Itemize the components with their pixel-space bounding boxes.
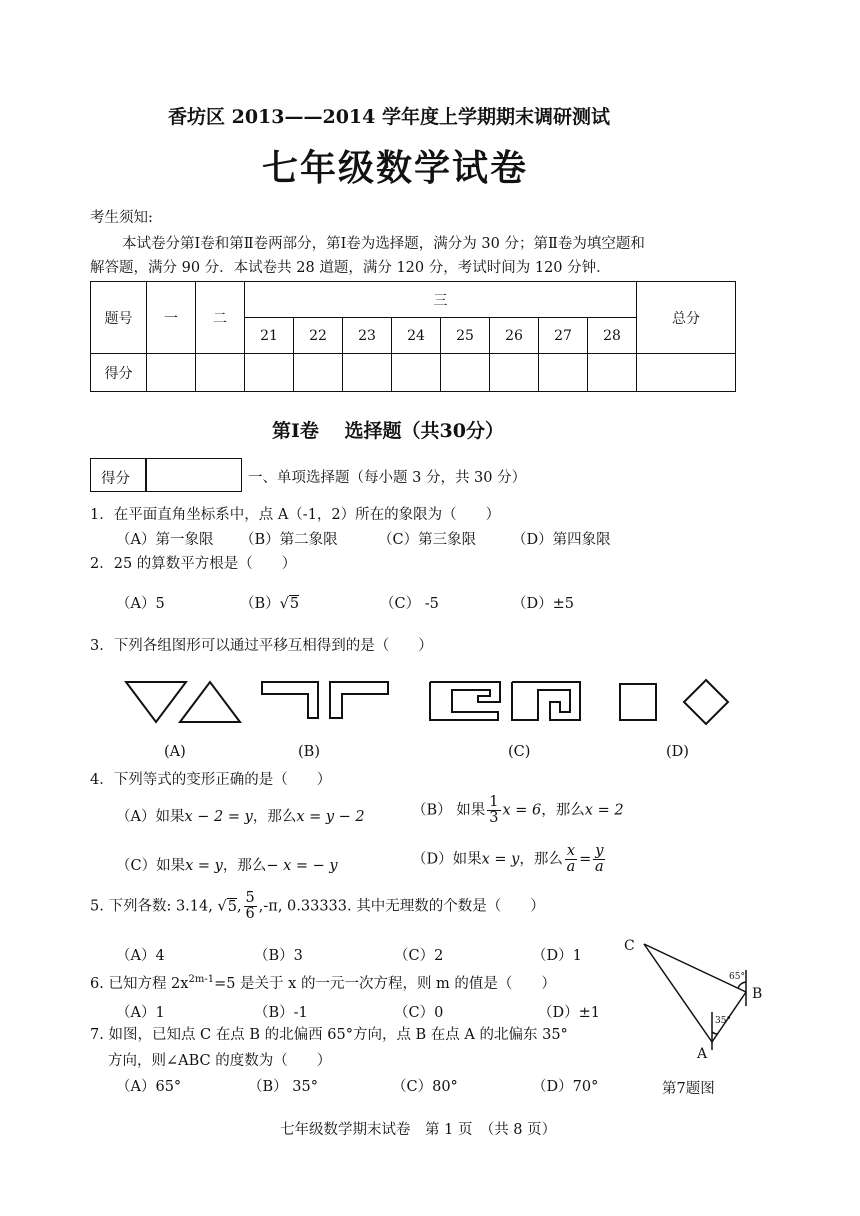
- question-3-stem: 3．下列各组图形可以通过平移互相得到的是（ ）: [90, 638, 433, 654]
- score-table-sub-col: 28: [588, 318, 637, 354]
- score-table-total: 总分: [637, 282, 736, 354]
- question-4-option-a-mid: ，那么: [252, 809, 297, 825]
- question-6-stem-prefix: 6. 已知方程 2x: [90, 976, 189, 992]
- question-5-option-a: （A）4: [116, 948, 165, 964]
- question-7-option-c: （C）80°: [392, 1079, 458, 1095]
- question-4-option-c-eq2: − x = − y: [266, 858, 338, 874]
- score-table-col-2: 二: [196, 282, 245, 354]
- section-1-heading: 第Ⅰ卷 选择题（共30分）: [272, 420, 504, 442]
- question-1-option-d: （D）第四象限: [512, 532, 611, 548]
- line-cb: [644, 944, 746, 992]
- section-score-label: 得分: [101, 471, 130, 487]
- question-4-option-c-eq1: x = y: [185, 858, 223, 874]
- question-6-stem-suffix: =5 是关于 x 的一元一次方程，则 m 的值是（ ）: [214, 976, 556, 992]
- question-4-option-c-prefix: （C）如果: [116, 858, 186, 874]
- question-2-option-c: （C） -5: [380, 596, 439, 612]
- question-3-option-d: (D): [666, 744, 689, 760]
- question-3-option-b: (B): [298, 744, 320, 760]
- question-4-stem: 4．下列等式的变形正确的是（ ）: [90, 772, 332, 788]
- angle-arc-b: [738, 982, 746, 988]
- question-7-stem-line-1: 7. 如图，已知点 C 在点 B 的北偏西 65°方向，点 B 在点 A 的北偏东 35°: [90, 1027, 568, 1043]
- score-cell[interactable]: [441, 354, 490, 392]
- fraction-denominator: 3: [489, 810, 499, 827]
- score-table-sub-col: 24: [392, 318, 441, 354]
- angle-arc-a: [712, 1032, 718, 1034]
- notice-line-2: 解答题，满分 90 分．本试卷共 28 道题，满分 120 分，考试时间为 120 分钟．: [90, 260, 611, 276]
- score-cell[interactable]: [588, 354, 637, 392]
- score-table-sub-col: 25: [441, 318, 490, 354]
- question-2-option-b-prefix: （B）: [240, 596, 280, 612]
- score-cell[interactable]: [343, 354, 392, 392]
- question-5-stem: 5. 下列各数: 3.14, √5, $\frac{5}{6}$ ,-π, 0.33333. 其中无理数的个数是（ ）: [90, 890, 545, 923]
- fraction-y-over-a: [593, 844, 605, 875]
- figure-b-l-shapes: [262, 682, 388, 718]
- question-3-option-c: (C): [508, 744, 531, 760]
- question-1-stem: 1．在平面直角坐标系中，点 A（-1，2）所在的象限为（ ）: [90, 507, 501, 523]
- question-6-option-a: （A）1: [116, 1005, 165, 1021]
- fraction-x-over-a: [565, 844, 577, 875]
- fraction-denominator: a: [595, 859, 604, 876]
- notice-line-1: 本试卷分第Ⅰ卷和第Ⅱ卷两部分，第Ⅰ卷为选择题，满分为 30 分；第Ⅱ卷为填空题和: [122, 236, 645, 252]
- score-table-sub-col: 23: [343, 318, 392, 354]
- question-4-option-d: [412, 844, 607, 875]
- score-table: [90, 281, 736, 392]
- score-table-sub-col: 27: [539, 318, 588, 354]
- line-ca: [644, 944, 712, 1042]
- fraction-one-third: [487, 795, 500, 826]
- figure-7-angle-65: 65°: [729, 972, 745, 982]
- question-4-option-c-mid: ，那么: [222, 858, 267, 874]
- question-4-option-d-mid: ，那么: [519, 851, 563, 868]
- question-2-stem: 2．25 的算数平方根是（ ）: [90, 556, 297, 572]
- question-4-option-a-eq2: x = y − 2: [296, 809, 365, 825]
- score-table-col-3: 三: [245, 282, 637, 318]
- question-4-option-b-eq1: x = 6: [502, 802, 542, 819]
- question-3-option-a: (A): [164, 744, 186, 760]
- question-1-option-c: （C）第三象限: [378, 532, 477, 548]
- question-5-stem-suffix: ,-π, 0.33333. 其中无理数的个数是（ ）: [258, 898, 545, 915]
- fraction-numerator: 1: [489, 794, 499, 810]
- question-1-option-b: （B）第二象限: [240, 532, 338, 548]
- question-7-stem-line-2: 方向，则∠ABC 的度数为（ ）: [108, 1053, 332, 1069]
- score-cell[interactable]: [294, 354, 343, 392]
- question-6-option-d: （D）±1: [538, 1005, 601, 1021]
- question-3-figures: [0, 672, 860, 752]
- question-2-option-b-radicand: 5: [289, 596, 300, 612]
- page-footer: 七年级数学期末试卷 第 1 页 （共 8 页）: [280, 1122, 557, 1138]
- part-1-title: 一、单项选择题（每小题 3 分，共 30 分）: [248, 470, 527, 486]
- figure-c-bracket-shapes: [430, 682, 580, 720]
- section-score-field[interactable]: [147, 459, 241, 491]
- figure-7-label-a: A: [697, 1046, 708, 1062]
- question-4-option-a-prefix: （A）如果: [116, 809, 185, 825]
- question-7-option-a: （A）65°: [116, 1079, 182, 1095]
- question-4-option-a: [116, 805, 365, 826]
- figure-d-square-diamond: [620, 680, 728, 724]
- score-cell[interactable]: [196, 354, 245, 392]
- score-cell[interactable]: [392, 354, 441, 392]
- score-table-col-1: 一: [147, 282, 196, 354]
- question-4-option-b-mid: ，那么: [541, 802, 585, 819]
- fraction-numerator: 5: [245, 890, 255, 906]
- question-1-option-a: （A）第一象限: [116, 532, 214, 548]
- figure-7-label-c: C: [624, 938, 635, 954]
- score-cell[interactable]: [637, 354, 736, 392]
- fraction-denominator: a: [566, 859, 576, 876]
- fraction-five-sixths: [244, 891, 257, 922]
- score-cell[interactable]: [490, 354, 539, 392]
- question-5-radicand: 5: [227, 898, 237, 915]
- notice-label: 考生须知:: [90, 210, 153, 226]
- score-table-sub-col: 26: [490, 318, 539, 354]
- question-6-option-c: （C）0: [394, 1005, 444, 1021]
- question-4-option-c: [116, 854, 338, 875]
- figure-7-angle-35: 35°: [715, 1016, 731, 1026]
- figure-a-triangles: [126, 682, 240, 722]
- question-2-option-d: （D）±5: [512, 596, 575, 612]
- question-5-option-b: （B）3: [254, 948, 303, 964]
- question-4-option-d-eq1: x = y: [481, 851, 520, 868]
- question-4-option-d-prefix: （D）如果: [412, 851, 482, 868]
- section-score-box: [90, 458, 242, 492]
- score-cell[interactable]: [147, 354, 196, 392]
- question-2-option-b: （B）√5: [240, 596, 300, 612]
- question-6-option-b: （B）-1: [254, 1005, 308, 1021]
- fraction-denominator: 6: [245, 906, 255, 923]
- figure-7-label-b: B: [752, 986, 763, 1002]
- equals-sign: =: [579, 851, 592, 868]
- score-table-score-label: 得分: [91, 354, 147, 392]
- question-6-exponent: 2m-1: [188, 974, 215, 986]
- question-5-stem-prefix: 5. 下列各数: 3.14,: [90, 898, 213, 915]
- exam-header-title: 香坊区 2013——2014 学年度上学期期末调研测试: [168, 106, 610, 128]
- fraction-numerator: y: [595, 843, 604, 859]
- question-5-option-d: （D）1: [532, 948, 582, 964]
- score-cell[interactable]: [245, 354, 294, 392]
- exam-subtitle: 七年级数学试卷: [262, 147, 529, 189]
- question-5-option-c: （C）2: [394, 948, 444, 964]
- question-4-option-b-eq2: x = 2: [584, 802, 624, 819]
- score-cell[interactable]: [539, 354, 588, 392]
- question-6-stem: [90, 972, 556, 993]
- score-table-sub-col: 22: [294, 318, 343, 354]
- question-4-option-a-eq1: x − 2 = y: [184, 809, 253, 825]
- question-7-option-b: （B） 35°: [248, 1079, 318, 1095]
- question-4-option-b-prefix: （B） 如果: [412, 802, 486, 819]
- question-7-option-d: （D）70°: [532, 1079, 599, 1095]
- question-2-option-a: （A）5: [116, 596, 165, 612]
- score-table-sub-col: 21: [245, 318, 294, 354]
- figure-7-caption: 第7题图: [662, 1081, 715, 1097]
- fraction-numerator: x: [566, 843, 576, 859]
- score-table-header-label: 题号: [91, 282, 147, 354]
- question-4-option-b: [412, 795, 624, 826]
